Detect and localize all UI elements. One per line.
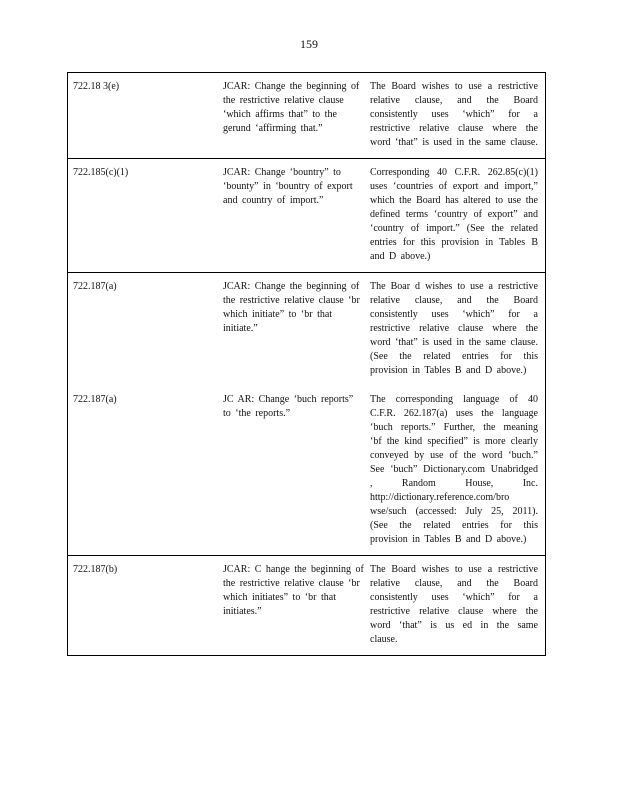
change-text: JC AR: Change ‘buch reports” to ‘the reports.” [223, 394, 354, 419]
section-text: 722.187(a) [73, 394, 117, 405]
change-cell [223, 273, 369, 387]
reason-text: Corresponding 40 C.F.R. 262.85(c)(1) uses ‘countries of export and import,” which the Board has altered to use the defined terms ‘country of export” and ‘country of import.” (See the related entries for this provision in Tables B and D above.) [370, 167, 538, 262]
reason-text: The Board wishes to use a restrictive relative clause, and the Board consistently uses ‘which” for a restrictive relative clause where the word ‘that” is used in the same clause. [370, 81, 538, 148]
reason-cell [369, 159, 546, 273]
table-row [68, 159, 546, 273]
section-cell [68, 556, 224, 656]
reason-cell [369, 386, 546, 556]
change-cell [223, 556, 369, 656]
change-cell [223, 386, 369, 556]
section-text: 722.187(b) [73, 564, 118, 575]
reason-text: The corresponding language of 40 C.F.R. 262.187(a) uses the language ‘buch reports.” Further, the meaning ‘bf the kind specified” is more clearly conveyed by use of the word ‘buch.” See ‘buch” Dictionary.com Unabridged , Random House, Inc. http://dictionary.reference.com/bro wse/such (accessed: July 25, 2011). (See the related entries for this provision in Tables B and D above.) [370, 394, 538, 545]
page-number: 159 [300, 37, 318, 51]
table-row [68, 73, 546, 159]
reason-cell [369, 273, 546, 387]
change-cell [223, 73, 369, 159]
section-cell [68, 159, 224, 273]
reason-text: The Board wishes to use a restrictive relative clause, and the Board consistently uses ‘which” for a restrictive relative clause where the word ‘that” is us ed in the same clause. [370, 564, 538, 645]
table-row [68, 386, 546, 556]
amendments-table [67, 72, 546, 656]
change-text: JCAR: C hange the beginning of the restrictive relative clause ‘br which initiates” to ‘br that initiates.” [223, 564, 364, 617]
table-row [68, 556, 546, 656]
table-row [68, 273, 546, 387]
section-cell [68, 273, 224, 387]
reason-text: The Boar d wishes to use a restrictive relative clause, and the Board consistently uses ‘which” for a restrictive relative clause where the word ‘that” is used in the same clause. (See the related entries for this provision in Tables B and D above.) [370, 281, 538, 376]
section-text: 722.18 3(e) [73, 81, 120, 92]
change-text: JCAR: Change ‘bountry” to ‘bounty” in ‘bountry of export and country of import.” [223, 167, 353, 206]
change-cell [223, 159, 369, 273]
section-cell [68, 73, 224, 159]
change-text: JCAR: Change the beginning of the restrictive relative clause ‘which affirms that” to the gerund ‘affirming that.” [223, 81, 360, 134]
section-text: 722.185(c)(1) [73, 167, 129, 178]
section-cell [68, 386, 224, 556]
reason-cell [369, 556, 546, 656]
change-text: JCAR: Change the beginning of the restrictive relative clause ‘br which initiate” to ‘br that initiate.” [223, 281, 360, 334]
reason-cell [369, 73, 546, 159]
section-text: 722.187(a) [73, 281, 117, 292]
